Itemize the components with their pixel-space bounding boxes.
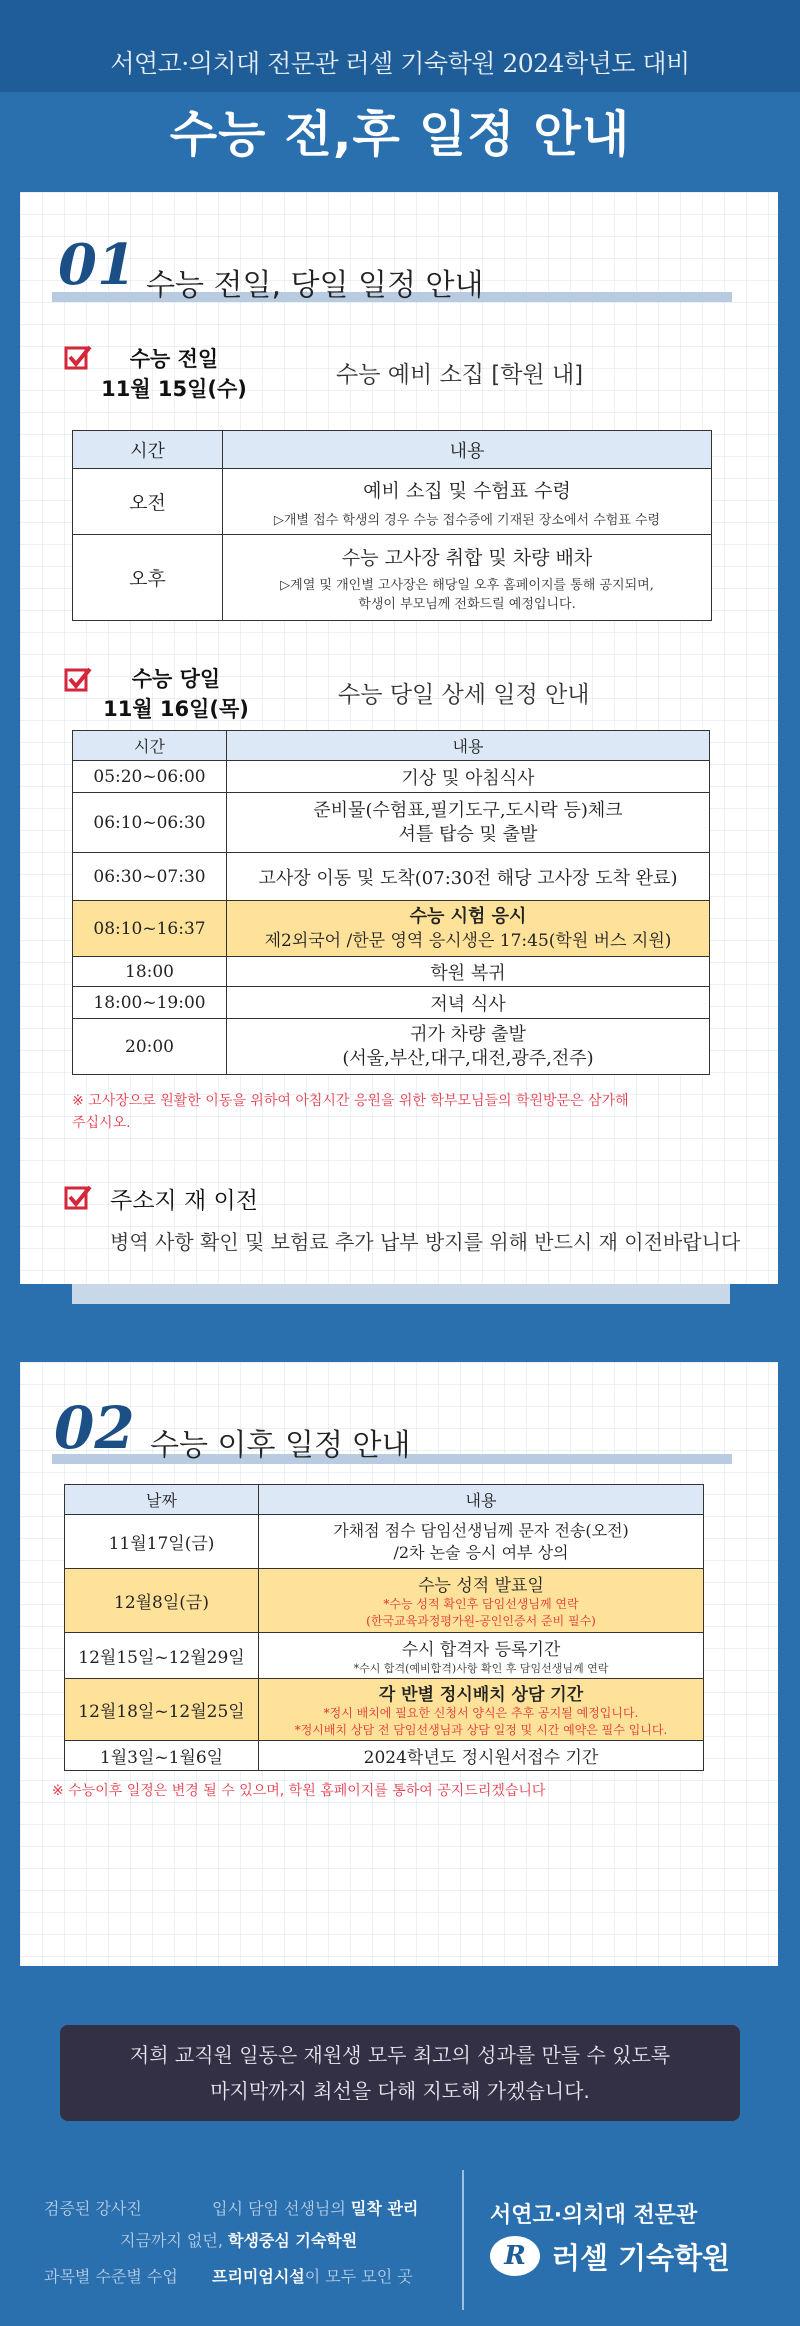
checkbox-checked-icon	[64, 1184, 92, 1212]
day-before-title: 수능 전일	[129, 347, 219, 371]
footer-item	[212, 2196, 418, 2219]
row-content	[227, 901, 710, 957]
table-header: 내용	[223, 431, 712, 469]
exam-day-table	[72, 730, 710, 1075]
row-line: 각 반별 정시배치 상담 기간	[378, 1685, 584, 1705]
table-row	[73, 1019, 710, 1075]
row-red: *수능 성적 확인후 담임선생님께 연락	[383, 1597, 579, 1611]
row-content	[227, 1019, 710, 1075]
row-line: 준비물(수험표,필기도구,도시락 등)체크	[313, 799, 623, 821]
table-row	[73, 987, 710, 1019]
row-main: 예비 소집 및 수험표 수령	[363, 479, 571, 502]
row-sub: ▷개별 접수 학생의 경우 수능 접수증에 기재된 장소에서 수험표 수령	[273, 512, 661, 528]
row-line: (서울,부산,대구,대전,광주,전주)	[342, 1047, 594, 1069]
row-line: 귀가 차량 출발	[410, 1023, 526, 1045]
table-header: 시간	[73, 431, 223, 469]
after-exam-table	[64, 1484, 704, 1771]
row-main: 수능 고사장 취합 및 차량 배차	[341, 547, 593, 569]
row-content	[223, 535, 712, 621]
row-time: 08:10~16:37	[73, 901, 227, 957]
row-time: 06:10~06:30	[73, 793, 227, 853]
section2-number: 02	[54, 1394, 135, 1462]
section2-title: 수능 이후 일정 안내	[150, 1428, 411, 1463]
row-red: (한국교육과정평가원-공인인증서 준비 필수)	[366, 1614, 596, 1628]
table-header: 시간	[73, 731, 227, 761]
row-line: 셔틀 탑승 및 출발	[398, 823, 538, 845]
page-title: 수능 전,후 일정 안내	[169, 106, 631, 163]
footer-item	[212, 2264, 413, 2287]
day-before-table	[72, 430, 712, 621]
day-before-label	[94, 344, 254, 404]
checkbox-checked-icon	[64, 344, 92, 372]
exam-day-note	[72, 1090, 752, 1134]
row-line: /2차 논술 응시 여부 상의	[393, 1542, 569, 1562]
row-content	[223, 469, 712, 535]
row-content: 2024학년도 정시원서접수 기간	[259, 1741, 704, 1771]
row-red: *정시 배치에 필요한 신청서 양식은 추후 공지될 예정입니다.	[323, 1706, 639, 1720]
footer-item-emphasis: 학생중심 기숙학원	[228, 2231, 358, 2250]
closing-banner	[60, 2025, 740, 2121]
banner-line: 저희 교직원 일동은 재원생 모두 최고의 성과를 만들 수 있도록	[129, 2043, 671, 2067]
footer-item: 검증된 강사진	[44, 2199, 142, 2218]
row-line: 수능 성적 발표일	[418, 1576, 544, 1596]
exam-day-label	[96, 664, 256, 724]
note-line: 주십시오.	[72, 1115, 131, 1131]
table-row	[73, 761, 710, 793]
banner-line: 마지막까지 최선을 다해 지도해 가겠습니다.	[210, 2079, 590, 2103]
row-line: 가채점 점수 담임선생님께 문자 전송(오전)	[333, 1520, 629, 1540]
footer-item-emphasis: 밀착 관리	[350, 2199, 419, 2218]
exam-day-title: 수능 당일	[131, 667, 221, 691]
table-row-highlight	[73, 901, 710, 957]
checkbox-checked-icon	[64, 666, 92, 694]
footer-item-text: 이 모두 모인 곳	[304, 2267, 413, 2286]
table-row	[73, 469, 712, 535]
row-date: 11월17일(금)	[65, 1515, 259, 1569]
row-content: 고사장 이동 및 도착(07:30전 해당 고사장 도착 완료)	[227, 853, 710, 901]
table-row-highlight	[65, 1569, 704, 1633]
after-exam-note: ※ 수능이후 일정은 변경 될 수 있으며, 학원 홈페이지를 통하여 공지드리겠습니다	[52, 1783, 546, 1799]
footer-item-emphasis: 프리미엄시설	[212, 2267, 305, 2286]
row-content: 기상 및 아침식사	[227, 761, 710, 793]
brand-logo-icon: R	[490, 2236, 540, 2276]
section1-number: 01	[58, 232, 136, 298]
row-date: 12월15일~12월29일	[65, 1633, 259, 1679]
row-line: 수시 합격자 등록기간	[401, 1640, 561, 1660]
row-line: 수능 시험 응시	[409, 905, 527, 927]
footer-item-text: 입시 담임 선생님의	[212, 2199, 351, 2218]
row-sub: 학생이 부모님께 전화드릴 예정입니다.	[358, 597, 576, 612]
section1-card	[20, 192, 778, 1284]
row-time: 05:20~06:00	[73, 761, 227, 793]
row-content	[227, 793, 710, 853]
table-row	[73, 853, 710, 901]
row-content	[259, 1515, 704, 1569]
table-row-highlight	[65, 1679, 704, 1741]
footer-item	[120, 2228, 357, 2251]
table-row	[65, 1515, 704, 1569]
row-content	[259, 1679, 704, 1741]
row-red: *정시배치 상담 전 담임선생님과 상담 일정 및 시간 예약은 필수 입니다.	[294, 1723, 668, 1737]
table-header: 내용	[227, 731, 710, 761]
footer-divider	[462, 2170, 464, 2310]
row-time: 18:00	[73, 957, 227, 987]
row-date: 12월8일(금)	[65, 1569, 259, 1633]
day-before-date: 11월 15일(수)	[101, 377, 247, 401]
table-row	[73, 535, 712, 621]
table-header: 내용	[259, 1485, 704, 1515]
row-date: 12월18일~12월25일	[65, 1679, 259, 1741]
row-time: 18:00~19:00	[73, 987, 227, 1019]
table-header: 날짜	[65, 1485, 259, 1515]
note-line: ※ 고사장으로 원활한 이동을 위하여 아침시간 응원을 위한 학부모님들의 학원방문은 삼가해	[72, 1093, 629, 1109]
row-time: 20:00	[73, 1019, 227, 1075]
footer-item-text: 지금까지 없던,	[120, 2231, 228, 2250]
exam-day-caption: 수능 당일 상세 일정 안내	[338, 682, 590, 708]
footer-item: 과목별 수준별 수업	[44, 2267, 178, 2286]
address-label: 주소지 재 이전	[110, 1188, 258, 1214]
row-time: 오전	[73, 469, 223, 535]
brand-name: 러셀 기숙학원	[552, 2241, 731, 2275]
header-subtitle: 서연고·의치대 전문관 러셀 기숙학원 2024학년도 대비	[110, 49, 690, 78]
table-row	[73, 793, 710, 853]
address-text: 병역 사항 확인 및 보험료 추가 납부 방지를 위해 반드시 재 이전바랍니다	[110, 1230, 741, 1254]
brand-tagline: 서연고·의치대 전문관	[490, 2203, 698, 2228]
row-time: 06:30~07:30	[73, 853, 227, 901]
day-before-caption: 수능 예비 소집 [학원 내]	[336, 362, 584, 388]
exam-day-date: 11월 16일(목)	[103, 697, 249, 721]
section1-title: 수능 전일, 당일 일정 안내	[146, 268, 484, 303]
row-line: 제2외국어 /한문 영역 응시생은 17:45(학원 버스 지원)	[264, 930, 672, 951]
table-row	[65, 1741, 704, 1771]
table-row	[73, 957, 710, 987]
row-date: 1월3일~1월6일	[65, 1741, 259, 1771]
row-sub: ▷계열 및 개인별 고사장은 해당일 오후 홈페이지를 통해 공지되며,	[280, 578, 654, 593]
row-content: 학원 복귀	[227, 957, 710, 987]
section2-card	[20, 1362, 778, 1966]
table-row	[65, 1633, 704, 1679]
row-content: 저녁 식사	[227, 987, 710, 1019]
row-content	[259, 1569, 704, 1633]
row-time: 오후	[73, 535, 223, 621]
row-content	[259, 1633, 704, 1679]
row-sub: *수시 합격(예비합격)사항 확인 후 담임선생님께 연락	[353, 1662, 609, 1675]
